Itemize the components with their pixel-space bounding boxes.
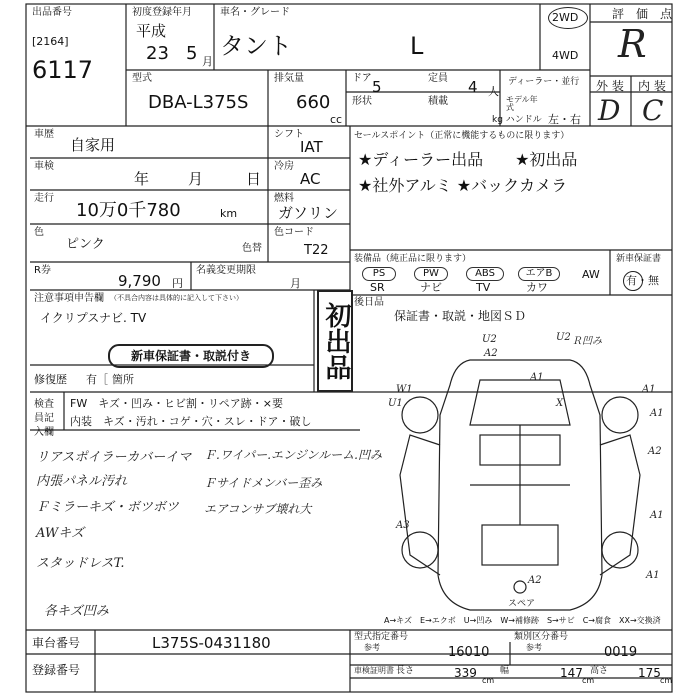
sales-points-label: セールスポイント（正常に機能するものに限ります） — [354, 131, 570, 141]
drive-2wd: 2WD — [552, 11, 579, 24]
chassis-value: L375S-0431180 — [152, 634, 271, 652]
interior-label: 内 装 — [638, 79, 666, 93]
inspection-label: 車検 — [34, 161, 54, 172]
sales-point-line-2: ★社外アルミ ★バックカメラ — [358, 176, 568, 195]
repair-value: 有［ — [86, 373, 108, 386]
inspector-row-1: FW キズ・凹み・ヒビ割・リペア跡・×要 — [70, 397, 283, 410]
model-label: 型式 — [132, 73, 152, 84]
registration-label: 初度登録年月 — [132, 7, 192, 18]
hw-right-1: Ｆ.ワイパー.エンジンルーム.凹み — [204, 448, 382, 462]
lot-number: 6117 — [32, 56, 94, 84]
mark-13: X — [556, 398, 564, 409]
hw-left-bottom: 各キズ凹み — [44, 604, 109, 619]
damage-legend: A→キズ E→エクボ U→凹み W→補修跡 S→サビ C→腐食 XX→交換済 — [384, 616, 661, 625]
color-code: T22 — [304, 243, 329, 258]
mileage-unit: km — [220, 207, 238, 220]
height-unit: cm — [660, 676, 673, 685]
doors-label: ドア — [352, 73, 372, 84]
shift-value: IAT — [300, 138, 323, 156]
mark-9: A2 — [528, 575, 542, 586]
handle-label: kg ハンドル — [492, 115, 542, 125]
documents-value: 保証書・取説・地図ＳＤ — [394, 309, 527, 323]
shape-label: 形状 — [352, 96, 372, 107]
recycle-value: 9,790 — [118, 272, 161, 290]
inspector-row-2: 内装 キズ・汚れ・コゲ・穴・スレ・ドア・破し — [70, 415, 312, 428]
equipment-sr: SR — [370, 281, 385, 294]
name-change-month: 月 — [290, 277, 301, 290]
documents-label: 後日品 — [354, 297, 384, 308]
height-value: 175 — [638, 666, 661, 680]
hw-left-2: 内張パネル汚れ — [36, 474, 128, 489]
history-label: 車歴 — [34, 129, 54, 140]
car-name-label: 車名・グレード — [220, 7, 290, 18]
dimensions-label: 車検証明書 — [354, 666, 394, 675]
car-name: タント — [220, 32, 292, 60]
capacity-value: 4 — [468, 78, 478, 96]
mark-3: A1 — [530, 372, 544, 383]
mark-7: A2 — [648, 446, 662, 457]
color-label: 色 — [34, 227, 44, 238]
hw-left-1: リアスポイラーカバーイマ — [36, 450, 192, 465]
hw-left-5: スタッドレスT. — [36, 556, 125, 571]
name-change-label: 名義変更期限 — [196, 265, 256, 276]
length-label: 長さ — [396, 666, 415, 676]
mark-10: A1 — [646, 570, 660, 581]
handle-value: 左・右 — [548, 113, 581, 126]
displacement-label: 排気量 — [274, 73, 304, 84]
width-value: 147 — [560, 666, 583, 680]
interior-grade: C — [642, 94, 664, 127]
model-value: DBA-L375S — [148, 92, 249, 113]
mark-5: U1 — [388, 398, 403, 409]
capacity-unit: 人 — [488, 85, 499, 98]
equipment-aw: AW — [582, 268, 600, 281]
equipment-pill-abs: ABS — [466, 267, 504, 281]
mark-1: U2 — [482, 334, 497, 345]
equipment-navi: ナビ — [420, 281, 442, 294]
equipment-pill-airbag: エアB — [518, 267, 560, 281]
inspection-month-unit: 月 — [188, 170, 204, 188]
registration-era: 平成 — [136, 22, 167, 40]
model-designation-value: 16010 — [448, 645, 490, 660]
drive-4wd: 4WD — [552, 49, 579, 62]
class-number-value: 0019 — [604, 645, 638, 660]
length-unit: cm — [482, 676, 495, 685]
mark-14: A1 — [650, 408, 664, 419]
hw-right-3: エアコンサブ壊れ大 — [204, 502, 312, 516]
ac-label: 冷房 — [274, 161, 294, 172]
hw-right-2: Ｆサイドメンバー歪み — [204, 476, 323, 490]
new-car-warranty-value: 有・無 — [626, 274, 659, 287]
model-designation-ref: 参考 — [364, 643, 380, 652]
class-number-ref: 参考 — [526, 643, 542, 652]
mark-2: A2 — [484, 348, 498, 359]
equipment-label: 装備品（純正品に限ります） — [354, 254, 472, 264]
shift-label: シフト — [274, 129, 304, 140]
inspection-year-unit: 年 — [134, 170, 150, 188]
load-label: 積載 — [428, 96, 448, 107]
score-value: R — [618, 22, 647, 66]
capacity-label: 定員 — [428, 73, 448, 84]
displacement-unit: cc — [330, 113, 343, 126]
first-listing-stamp: 初出品 — [317, 290, 353, 392]
exterior-label: 外 装 — [596, 79, 624, 93]
lot-code: [2164] — [32, 35, 69, 48]
model-designation-label: 型式指定番号 — [354, 632, 409, 642]
registration-month: 5 — [186, 43, 198, 64]
repair-label: 修復歴 — [34, 373, 67, 386]
fuel-label: 燃料 — [274, 193, 294, 204]
top-right-note: Ｒ凹み — [572, 336, 602, 347]
mark-8: A3 — [396, 520, 410, 531]
score-label: 評 価 点 — [612, 7, 673, 21]
spare-label: スペア — [508, 599, 536, 609]
model-year-label: モデル年式 — [506, 95, 538, 112]
width-label: 幅 — [500, 666, 510, 676]
chassis-label: 車台番号 — [32, 636, 81, 650]
hw-left-4: AWキズ — [36, 526, 84, 541]
lot-label: 出品番号 — [32, 7, 72, 18]
length-value: 339 — [454, 666, 477, 680]
repair-unit: 箇所 — [112, 373, 134, 386]
color-code-label: 色コード — [274, 227, 314, 238]
inspector-label: 検査員記入欄 — [34, 399, 54, 438]
car-grade: L — [410, 32, 424, 60]
equipment-pill-ps: PS — [362, 267, 396, 281]
color-value: ピンク — [66, 237, 105, 252]
equipment-pill-pw: PW — [414, 267, 448, 281]
recycle-label: R券 — [34, 265, 51, 276]
inspection-day-unit: 日 — [246, 170, 262, 188]
doors-value: 5 — [372, 78, 382, 96]
displacement-value: 660 — [296, 92, 331, 113]
recycle-unit: 円 — [172, 277, 183, 290]
equipment-tv: TV — [476, 281, 491, 294]
registration-year: 23 — [146, 43, 169, 64]
notes-text: イクリプスナビ. TV — [40, 311, 147, 325]
registration-number-label: 登録番号 — [32, 663, 81, 677]
new-car-warranty-stamp: 新車保証書・取説付き — [108, 344, 274, 368]
ac-value: AC — [300, 170, 321, 188]
mark-12: U2 — [556, 332, 571, 343]
dealer-label: ディーラー・並行 — [508, 77, 580, 87]
fuel-value: ガソリン — [278, 204, 339, 222]
mileage-label: 走行 — [34, 193, 54, 204]
color-change-label: 色替 — [242, 243, 262, 254]
mark-6: A1 — [642, 384, 656, 395]
mileage-value: 10万0千780 — [76, 200, 181, 221]
height-label: 高さ — [590, 666, 609, 676]
width-unit: cm — [582, 676, 595, 685]
class-number-label: 類別区分番号 — [514, 632, 569, 642]
mark-4: W1 — [396, 384, 413, 395]
notes-label: 注意事項申告欄 — [34, 293, 104, 304]
new-car-warranty-label: 新車保証書 — [616, 254, 662, 264]
mark-11: A1 — [650, 510, 664, 521]
sales-point-line-1: ★ディーラー出品 ★初出品 — [358, 150, 578, 169]
hw-left-3: Ｆミラーキズ・ボツボツ — [36, 500, 179, 515]
registration-month-unit: 月 — [202, 55, 213, 68]
notes-sublabel: （不具合内容は具体的に記入して下さい） — [110, 294, 243, 302]
history-value: 自家用 — [70, 136, 116, 154]
exterior-grade: D — [598, 94, 621, 127]
car-damage-diagram — [370, 325, 670, 625]
equipment-leather: カワ — [526, 281, 548, 294]
